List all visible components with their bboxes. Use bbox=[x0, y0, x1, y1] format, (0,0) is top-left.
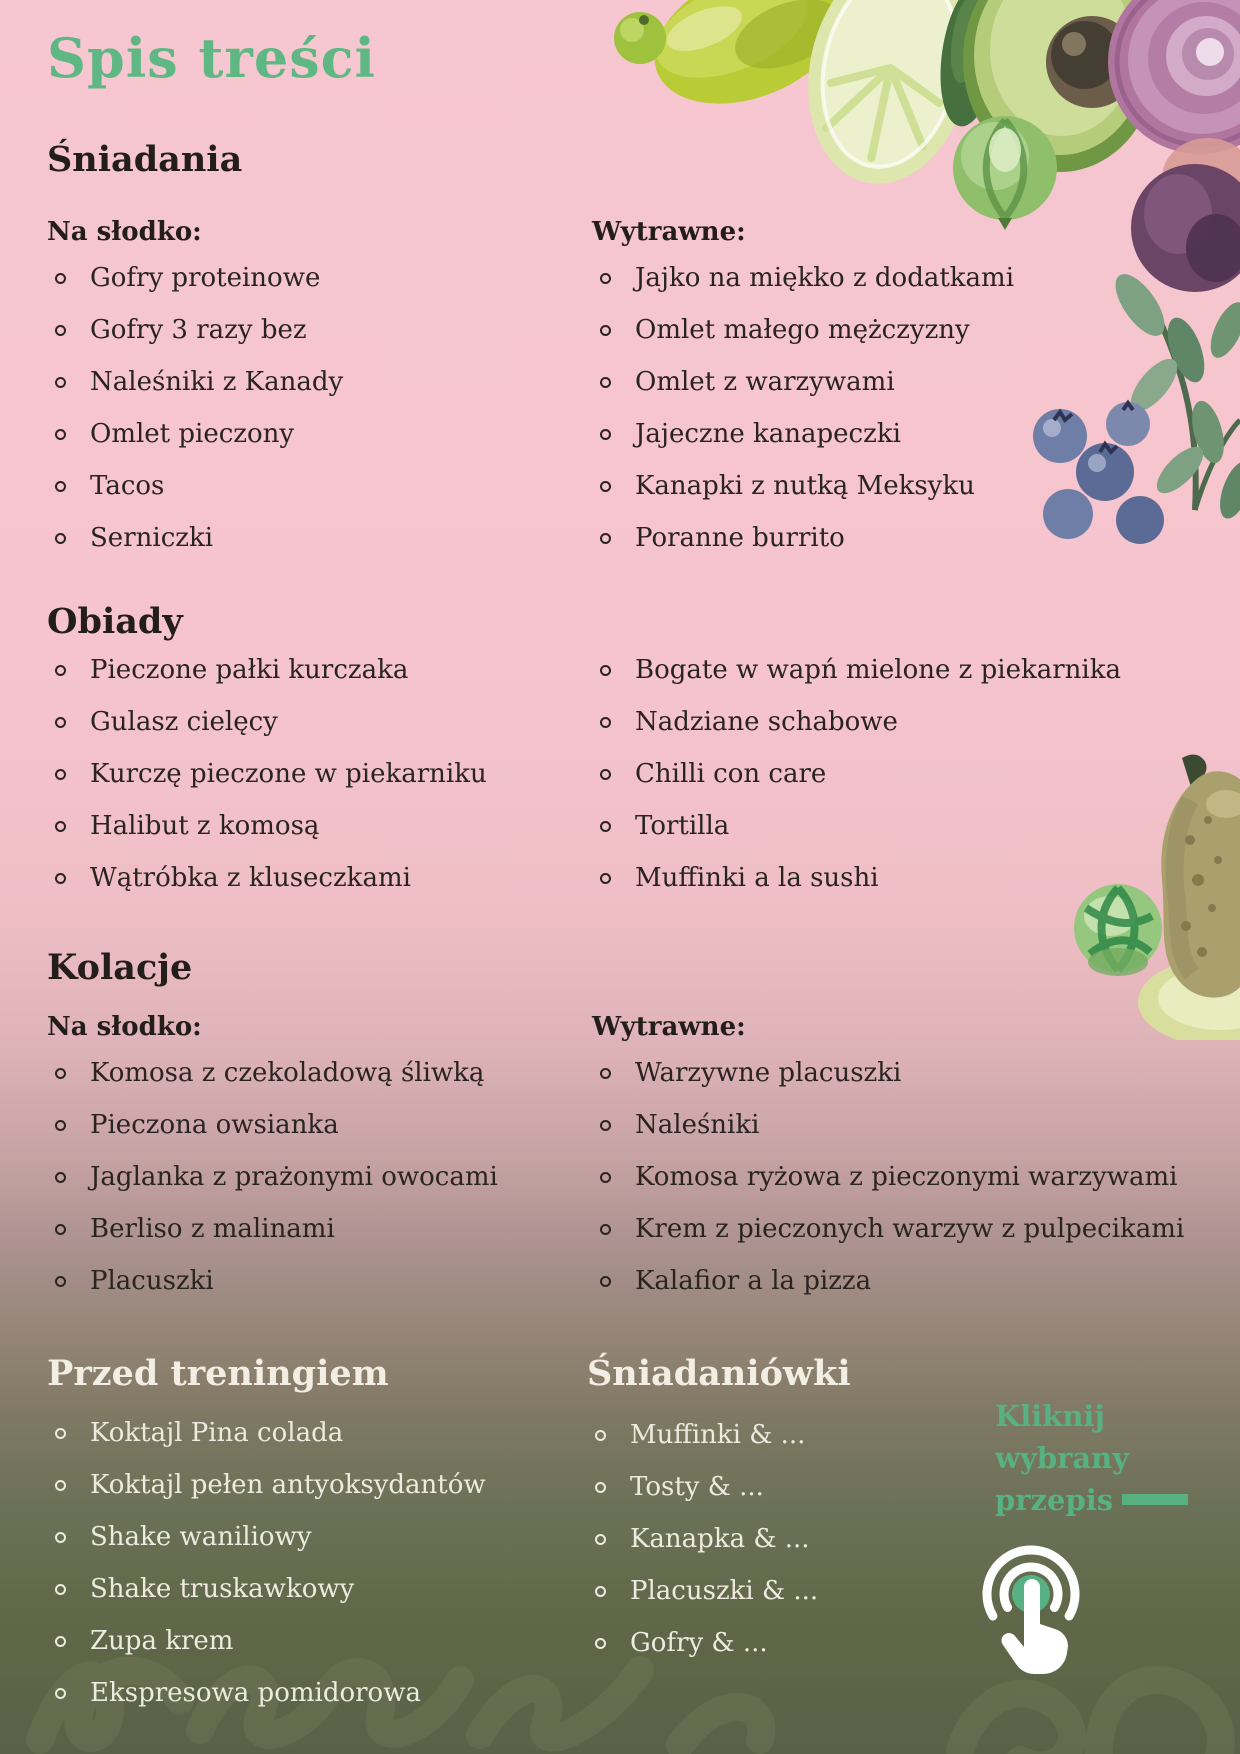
recipe-item[interactable]: Ekspresowa pomidorowa bbox=[47, 1667, 545, 1719]
open-circle-bullet-icon bbox=[55, 1688, 66, 1699]
recipe-item[interactable]: Naleśniki z Kanady bbox=[47, 356, 545, 408]
section-title: Kolacje bbox=[47, 947, 193, 988]
column-label: Na słodko: bbox=[47, 217, 202, 247]
open-circle-bullet-icon bbox=[55, 821, 66, 832]
open-circle-bullet-icon bbox=[600, 325, 611, 336]
recipe-item[interactable]: Tortilla bbox=[592, 800, 1240, 852]
recipe-item[interactable]: Naleśniki bbox=[592, 1099, 1240, 1151]
open-circle-bullet-icon bbox=[600, 1172, 611, 1183]
open-circle-bullet-icon bbox=[600, 1068, 611, 1079]
open-circle-bullet-icon bbox=[55, 325, 66, 336]
recipe-item[interactable]: Kalafior a la pizza bbox=[592, 1255, 1240, 1307]
open-circle-bullet-icon bbox=[600, 273, 611, 284]
open-circle-bullet-icon bbox=[55, 1584, 66, 1595]
recipe-item[interactable]: Tacos bbox=[47, 460, 545, 512]
section-title: Śniadania bbox=[47, 139, 243, 180]
open-circle-bullet-icon bbox=[55, 1532, 66, 1543]
open-circle-bullet-icon bbox=[55, 717, 66, 728]
open-circle-bullet-icon bbox=[55, 1636, 66, 1647]
open-circle-bullet-icon bbox=[55, 1480, 66, 1491]
small-berry-illustration bbox=[614, 12, 666, 64]
recipe-item[interactable]: Omlet z warzywami bbox=[592, 356, 1240, 408]
open-circle-bullet-icon bbox=[55, 533, 66, 544]
page-title: Spis treści bbox=[47, 26, 377, 90]
open-circle-bullet-icon bbox=[55, 665, 66, 676]
open-circle-bullet-icon bbox=[55, 1068, 66, 1079]
column-label: Wytrawne: bbox=[592, 1012, 746, 1042]
open-circle-bullet-icon bbox=[55, 429, 66, 440]
recipe-list bbox=[592, 644, 1240, 904]
recipe-list bbox=[47, 252, 545, 564]
open-circle-bullet-icon bbox=[55, 1224, 66, 1235]
open-circle-bullet-icon bbox=[600, 665, 611, 676]
column-label: Wytrawne: bbox=[592, 217, 746, 247]
open-circle-bullet-icon bbox=[55, 1428, 66, 1439]
open-circle-bullet-icon bbox=[595, 1586, 606, 1597]
open-circle-bullet-icon bbox=[595, 1638, 606, 1649]
recipe-item[interactable]: Gofry & ... bbox=[587, 1617, 1240, 1669]
recipe-item[interactable]: Omlet małego mężczyzny bbox=[592, 304, 1240, 356]
open-circle-bullet-icon bbox=[595, 1482, 606, 1493]
recipe-list bbox=[47, 1047, 545, 1307]
section-title: Obiady bbox=[47, 601, 183, 642]
open-circle-bullet-icon bbox=[600, 873, 611, 884]
section-title: Przed treningiem bbox=[47, 1353, 389, 1394]
open-circle-bullet-icon bbox=[55, 1172, 66, 1183]
recipe-item[interactable]: Pieczone pałki kurczaka bbox=[47, 644, 545, 696]
recipe-item[interactable]: Placuszki bbox=[47, 1255, 545, 1307]
recipe-item[interactable]: Muffinki a la sushi bbox=[592, 852, 1240, 904]
open-circle-bullet-icon bbox=[55, 273, 66, 284]
open-circle-bullet-icon bbox=[600, 717, 611, 728]
recipe-list bbox=[592, 1047, 1240, 1307]
open-circle-bullet-icon bbox=[55, 873, 66, 884]
open-circle-bullet-icon bbox=[600, 481, 611, 492]
recipe-list bbox=[592, 252, 1240, 564]
open-circle-bullet-icon bbox=[600, 1120, 611, 1131]
section-title: Śniadaniówki bbox=[587, 1353, 851, 1394]
recipe-list bbox=[47, 1407, 545, 1719]
section-obiady bbox=[0, 600, 1240, 904]
recipe-item[interactable]: Muffinki & ... bbox=[587, 1409, 1240, 1461]
tap-finger-icon bbox=[972, 1542, 1090, 1680]
click-hint-line: wybrany bbox=[995, 1441, 1130, 1475]
recipe-list bbox=[47, 644, 545, 904]
recipe-item[interactable]: Omlet pieczony bbox=[47, 408, 545, 460]
open-circle-bullet-icon bbox=[600, 429, 611, 440]
open-circle-bullet-icon bbox=[600, 377, 611, 388]
recipe-item[interactable]: Krem z pieczonych warzyw z pulpecikami bbox=[592, 1203, 1240, 1255]
open-circle-bullet-icon bbox=[55, 377, 66, 388]
recipe-item[interactable]: Kurczę pieczone w piekarniku bbox=[47, 748, 545, 800]
recipe-item[interactable]: Koktajl pełen antyoksydantów bbox=[47, 1459, 545, 1511]
open-circle-bullet-icon bbox=[55, 769, 66, 780]
recipe-item[interactable]: Komosa z czekoladową śliwką bbox=[47, 1047, 545, 1099]
recipe-item[interactable]: Jaglanka z prażonymi owocami bbox=[47, 1151, 545, 1203]
recipe-item[interactable]: Kanapka & ... bbox=[587, 1513, 1240, 1565]
recipe-item[interactable]: Kanapki z nutką Meksyku bbox=[592, 460, 1240, 512]
open-circle-bullet-icon bbox=[600, 1276, 611, 1287]
recipe-item[interactable]: Komosa ryżowa z pieczonymi warzywami bbox=[592, 1151, 1240, 1203]
section-kolacje bbox=[0, 946, 1240, 1307]
column-label: Na słodko: bbox=[47, 1012, 202, 1042]
recipe-item[interactable]: Wątróbka z kluseczkami bbox=[47, 852, 545, 904]
open-circle-bullet-icon bbox=[600, 821, 611, 832]
hint-underline bbox=[1122, 1494, 1188, 1505]
click-hint bbox=[995, 1395, 1225, 1521]
recipe-item[interactable]: Shake truskawkowy bbox=[47, 1563, 545, 1615]
open-circle-bullet-icon bbox=[55, 481, 66, 492]
section-sniadania bbox=[0, 138, 1240, 564]
recipe-item[interactable]: Gofry proteinowe bbox=[47, 252, 545, 304]
recipe-item[interactable]: Warzywne placuszki bbox=[592, 1047, 1240, 1099]
open-circle-bullet-icon bbox=[595, 1534, 606, 1545]
recipe-item[interactable]: Jajeczne kanapeczki bbox=[592, 408, 1240, 460]
section-przed-treningiem bbox=[0, 1352, 545, 1719]
lime-illustration bbox=[634, 0, 866, 130]
recipe-item[interactable]: Jajko na miękko z dodatkami bbox=[592, 252, 1240, 304]
open-circle-bullet-icon bbox=[55, 1276, 66, 1287]
recipe-item[interactable]: Zupa krem bbox=[47, 1615, 545, 1667]
recipe-item[interactable]: Berliso z malinami bbox=[47, 1203, 545, 1255]
recipe-item[interactable]: Serniczki bbox=[47, 512, 545, 564]
recipe-item[interactable]: Shake waniliowy bbox=[47, 1511, 545, 1563]
click-hint-line: Kliknij bbox=[995, 1399, 1105, 1433]
recipe-item[interactable]: Placuszki & ... bbox=[587, 1565, 1240, 1617]
recipe-item[interactable]: Koktajl Pina colada bbox=[47, 1407, 545, 1459]
recipe-item[interactable]: Pieczona owsianka bbox=[47, 1099, 545, 1151]
recipe-item[interactable]: Gulasz cielęcy bbox=[47, 696, 545, 748]
open-circle-bullet-icon bbox=[600, 533, 611, 544]
click-hint-line: przepis bbox=[995, 1483, 1114, 1517]
open-circle-bullet-icon bbox=[600, 769, 611, 780]
recipe-item[interactable]: Bogate w wapń mielone z piekarnika bbox=[592, 644, 1240, 696]
recipe-item[interactable]: Tosty & ... bbox=[587, 1461, 1240, 1513]
recipe-item[interactable]: Gofry 3 razy bez bbox=[47, 304, 545, 356]
recipe-item[interactable]: Nadziane schabowe bbox=[592, 696, 1240, 748]
open-circle-bullet-icon bbox=[595, 1430, 606, 1441]
recipe-item[interactable]: Halibut z komosą bbox=[47, 800, 545, 852]
red-onion-illustration bbox=[1108, 0, 1240, 154]
open-circle-bullet-icon bbox=[55, 1120, 66, 1131]
recipe-item[interactable]: Poranne burrito bbox=[592, 512, 1240, 564]
leaf-illustration bbox=[932, 0, 1007, 130]
recipe-item[interactable]: Chilli con care bbox=[592, 748, 1240, 800]
open-circle-bullet-icon bbox=[600, 1224, 611, 1235]
